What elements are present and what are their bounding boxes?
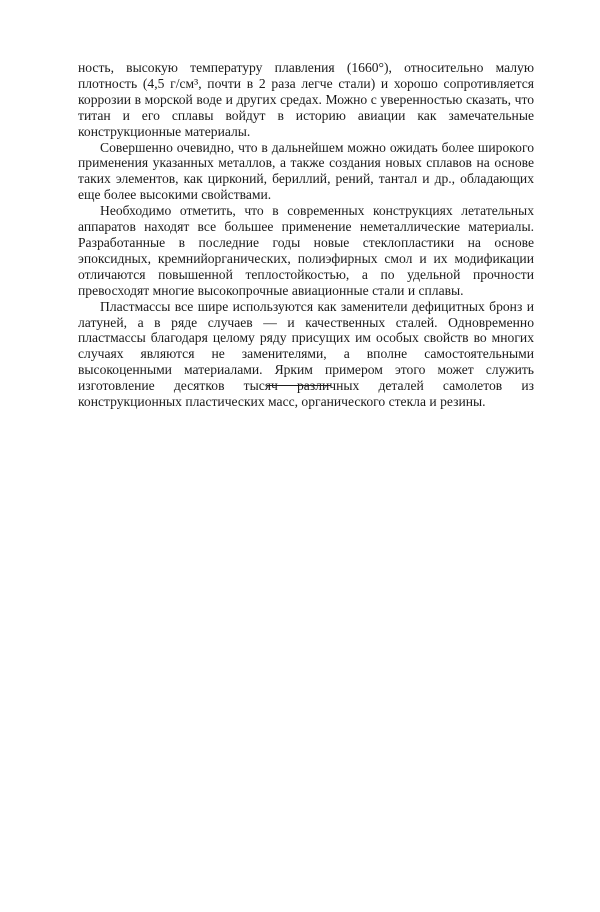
page-text [78,60,534,410]
end-divider [267,385,331,386]
paragraph-titanium-properties: ность, высокую температуру плавления (1660°), относительно малую плотность (4,5 г/см³, почти в 2 раза легче стали) и хорошо сопротивляется коррозии в морской воде и других средах. Можно с уверенностью сказать, что титан и его сплавы войдут в историю авиации как замечательные конструкционные материалы. [78,60,534,139]
paragraph-new-alloys: Совершенно очевидно, что в дальнейшем можно ожидать более широкого применения указанных металлов, а также создания новых сплавов на основе таких элементов, как цирконий, бериллий, рений, тантал и др., обладающих еще более высокими свойствами. [78,139,534,203]
paragraph-nonmetallic-materials: Необходимо отметить, что в современных конструкциях летательных аппаратов находят все большее применение неметаллические материалы. Разработанные в последние годы новые стеклопластики на основе эпоксидных, кремнийорганических, полиэфирных смол и их модификации отличаются повышенной теплостойкостью, а по удельной прочности превосходят многие высокопрочные авиационные стали и сплавы. [78,203,534,298]
paragraph-plastics: Пластмассы все шире используются как заменители дефицитных бронз и латуней, а в ряде случаев — и качественных сталей. Одновременно пластмассы благодаря целому ряду присущих им особых свойств во многих случаях являются не заменителями, а вполне самостоятельными высокоценными материалами. Ярким примером этого может служить изготовление десятков тысяч различных деталей самолетов из конструкционных пластических масс, органического стекла и резины. [78,298,534,410]
